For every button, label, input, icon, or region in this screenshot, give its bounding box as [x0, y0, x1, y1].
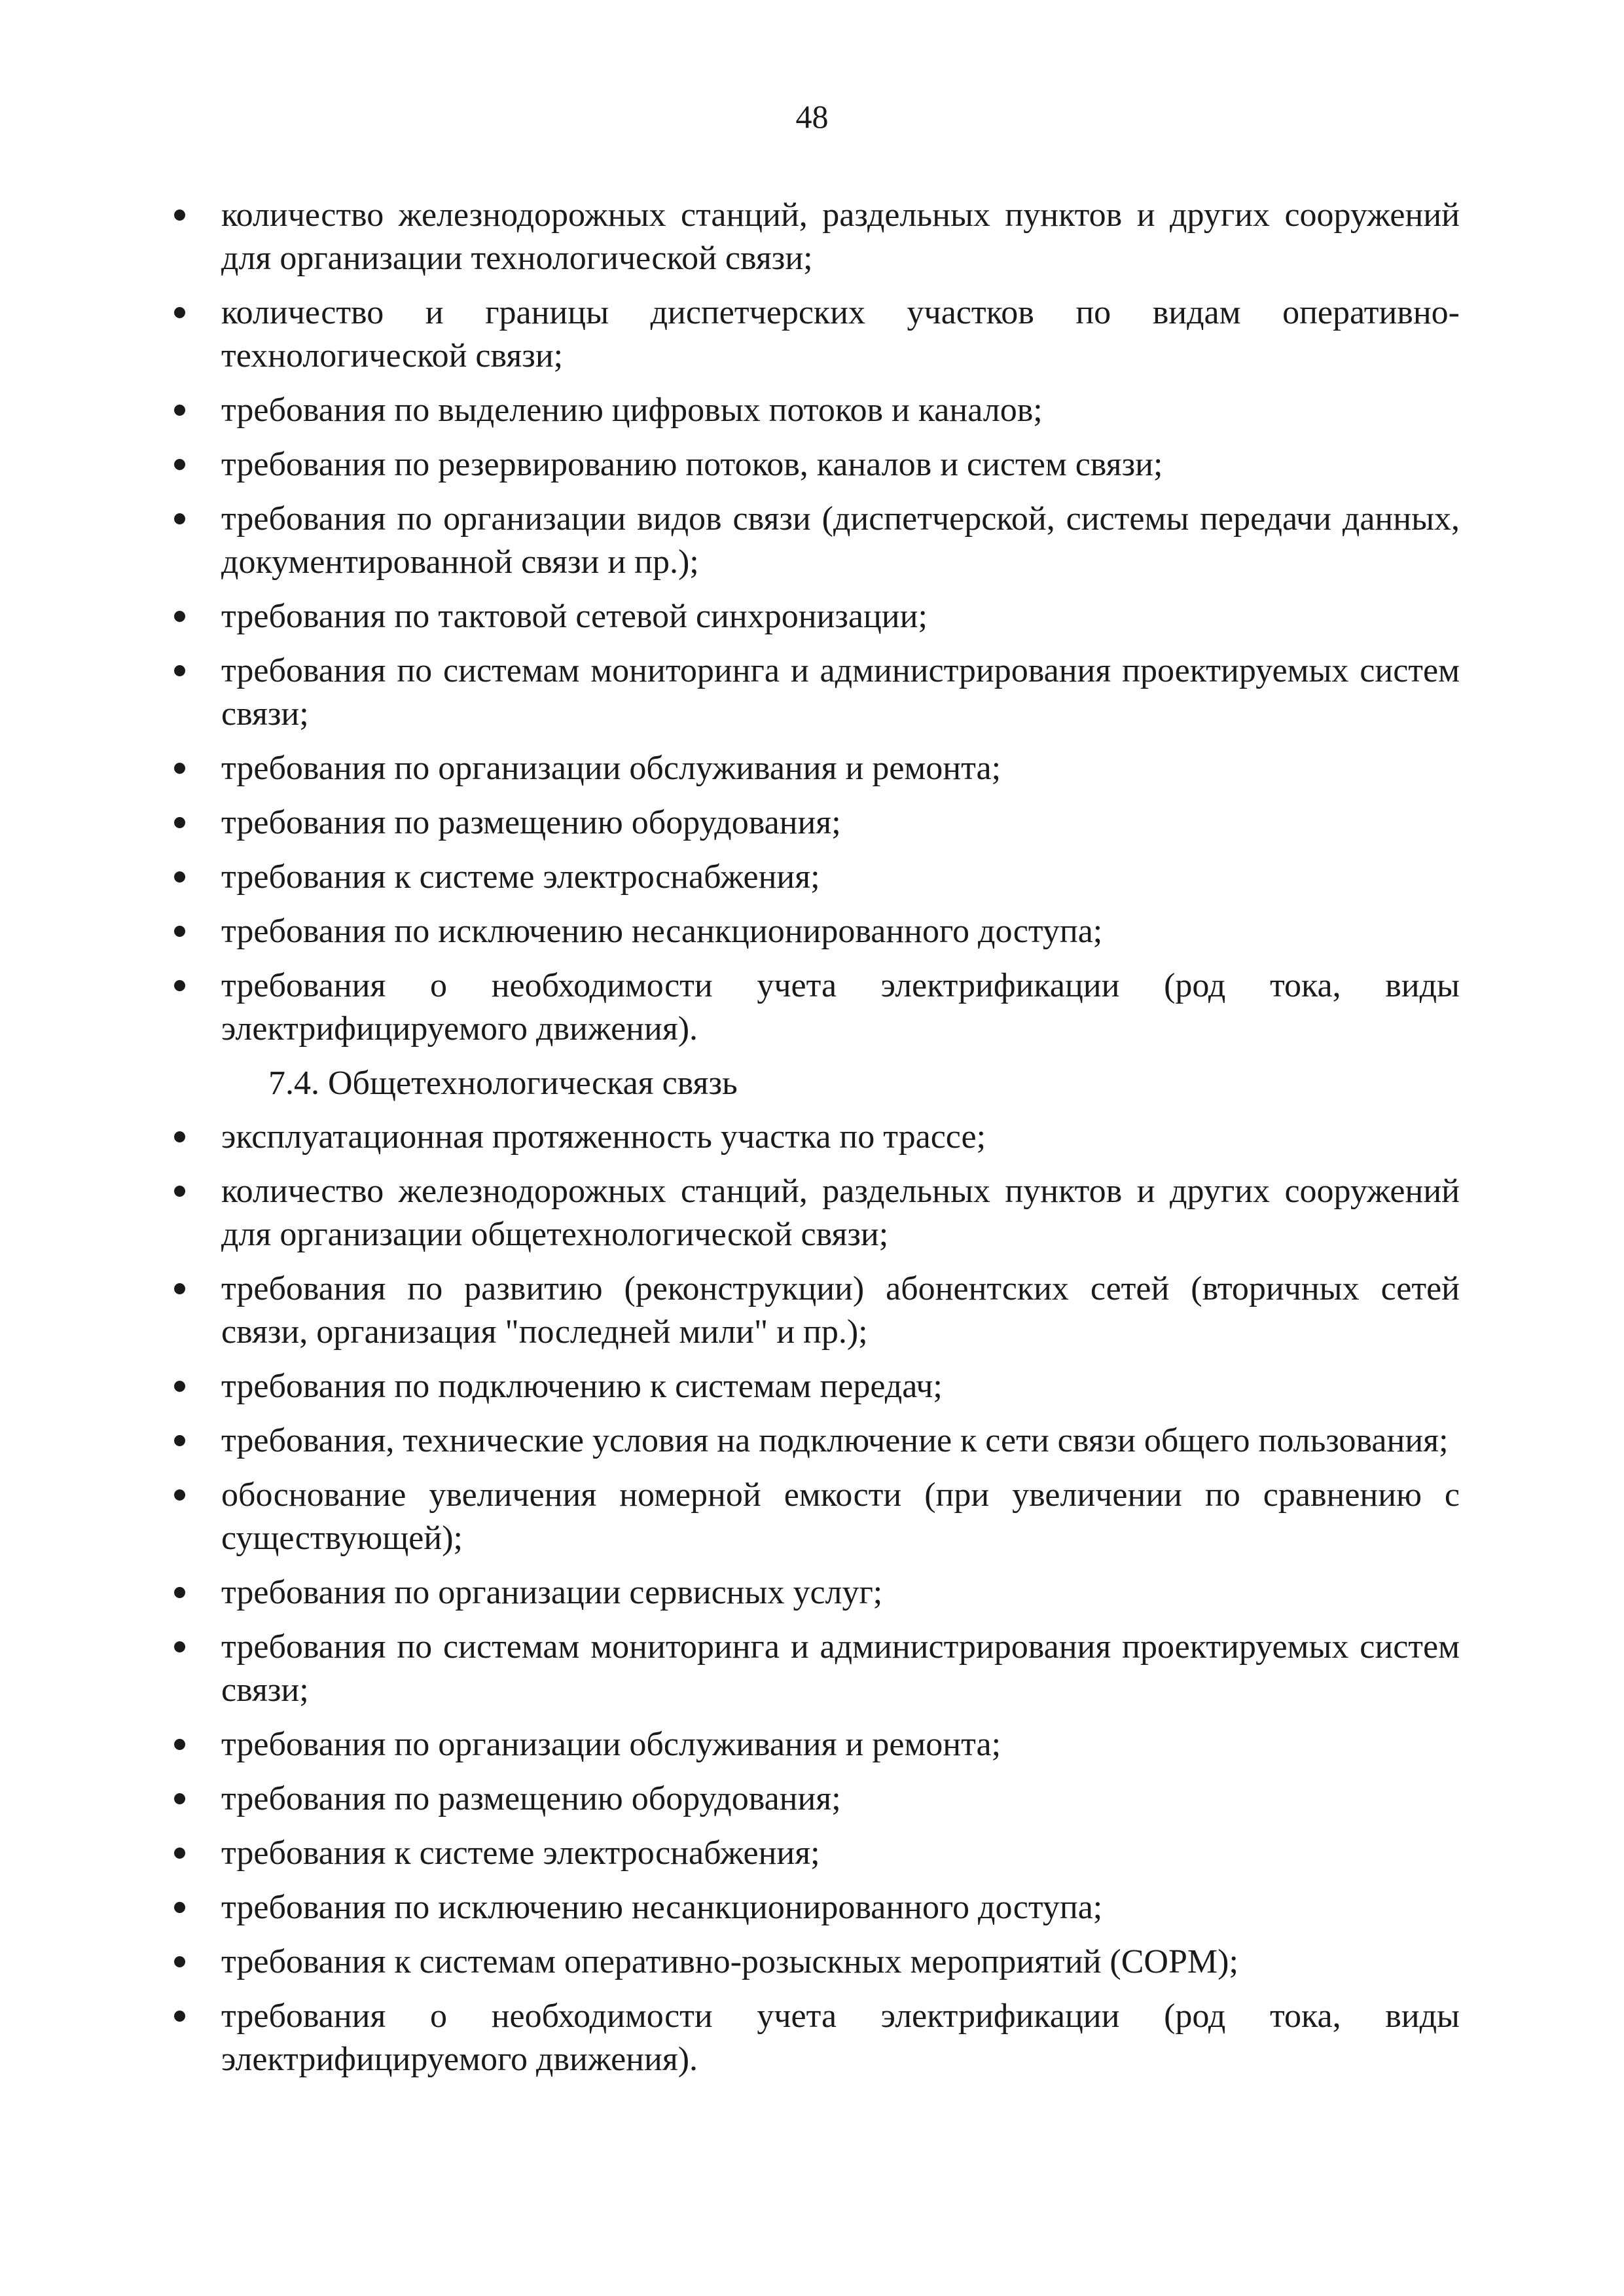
list-item — [164, 1626, 1460, 1712]
bullet-icon — [174, 871, 185, 883]
list-item — [164, 910, 1460, 953]
list-item — [164, 1777, 1460, 1821]
bullet-icon — [174, 459, 185, 470]
bullet-icon — [174, 405, 185, 416]
bullet-icon — [174, 1956, 185, 1967]
list-item — [164, 389, 1460, 432]
bullet-icon — [174, 1739, 185, 1750]
list-item-text: требования по размещению оборудования; — [221, 804, 841, 841]
bullet-icon — [174, 1435, 185, 1446]
page-number: 48 — [795, 98, 829, 135]
list-item — [164, 1116, 1460, 1159]
list-item — [164, 595, 1460, 638]
list-item-text: требования по системам мониторинга и администрирования проектируемых систем связи; — [221, 1628, 1460, 1709]
document-body — [164, 194, 1460, 2092]
bullet-icon — [174, 513, 185, 524]
bullet-icon — [174, 1902, 185, 1913]
list-item-text: требования, технические условия на подключение к сети связи общего пользования; — [221, 1422, 1449, 1459]
bullet-icon — [174, 1489, 185, 1501]
bullet-icon — [174, 1381, 185, 1392]
list-item-text: требования к системам оперативно-розыскных мероприятий (СОРМ); — [221, 1943, 1238, 1980]
list-item-text: требования к системе электроснабжения; — [221, 858, 820, 896]
list-item-text: эксплуатационная протяженность участка по трассе; — [221, 1118, 986, 1156]
list-item — [164, 194, 1460, 280]
list-item-text: требования по резервированию потоков, каналов и систем связи; — [221, 446, 1163, 483]
list-item — [164, 291, 1460, 378]
bullet-icon — [174, 307, 185, 318]
list-item — [164, 1941, 1460, 1984]
bullet-icon — [174, 665, 185, 676]
requirements-list-general — [164, 1116, 1460, 2081]
bullet-icon — [174, 1641, 185, 1652]
bullet-icon — [174, 926, 185, 937]
bullet-icon — [174, 1587, 185, 1598]
bullet-icon — [174, 1848, 185, 1859]
list-item — [164, 1995, 1460, 2081]
list-item-text: требования по размещению оборудования; — [221, 1780, 841, 1817]
bullet-icon — [174, 980, 185, 991]
bullet-icon — [174, 1131, 185, 1142]
list-item — [164, 1832, 1460, 1875]
list-item-text: требования по исключению несанкционированного доступа; — [221, 913, 1103, 950]
list-item-text: требования по выделению цифровых потоков и каналов; — [221, 392, 1043, 429]
list-item-text: количество железнодорожных станций, раздельных пунктов и других сооружений для организации общетехнологической связи; — [221, 1173, 1460, 1253]
list-item-text: требования по тактовой сетевой синхронизации; — [221, 598, 928, 635]
list-item — [164, 443, 1460, 486]
list-item — [164, 1723, 1460, 1766]
list-item-text: требования о необходимости учета электрификации (род тока, виды электрифицируемого движения). — [221, 1997, 1460, 2078]
list-item-text: обоснование увеличения номерной емкости (при увеличении по сравнению с существующей); — [221, 1476, 1460, 1557]
list-item — [164, 498, 1460, 584]
section-heading: 7.4. Общетехнологическая связь — [268, 1065, 738, 1102]
list-item-text: требования по системам мониторинга и администрирования проектируемых систем связи; — [221, 652, 1460, 733]
list-item — [164, 747, 1460, 790]
bullet-icon — [174, 1283, 185, 1294]
list-item-text: требования по организации сервисных услуг; — [221, 1574, 883, 1611]
list-item-text: количество железнодорожных станций, раздельных пунктов и других сооружений для организации технологической связи; — [221, 196, 1460, 277]
list-item — [164, 1365, 1460, 1408]
bullet-icon — [174, 2011, 185, 2022]
list-item — [164, 1571, 1460, 1614]
list-item-text: требования о необходимости учета электрификации (род тока, виды электрифицируемого движения). — [221, 967, 1460, 1048]
list-item-text: требования по развитию (реконструкции) абонентских сетей (вторичных сетей связи, организация "последней мили" и пр.); — [221, 1270, 1460, 1351]
list-item-text: требования по исключению несанкционированного доступа; — [221, 1889, 1103, 1926]
list-item-text: требования по организации обслуживания и ремонта; — [221, 750, 1001, 787]
list-item — [164, 856, 1460, 899]
bullet-icon — [174, 817, 185, 828]
list-item — [164, 649, 1460, 736]
list-item — [164, 801, 1460, 845]
bullet-icon — [174, 763, 185, 774]
list-item — [164, 1886, 1460, 1929]
bullet-icon — [174, 1793, 185, 1804]
requirements-list-technological — [164, 194, 1460, 1051]
list-item — [164, 1419, 1460, 1463]
list-item — [164, 1267, 1460, 1354]
list-item-text: требования по организации обслуживания и ремонта; — [221, 1726, 1001, 1763]
bullet-icon — [174, 611, 185, 622]
list-item — [164, 1170, 1460, 1256]
list-item — [164, 964, 1460, 1051]
bullet-icon — [174, 210, 185, 221]
list-item-text: требования по организации видов связи (диспетчерской, системы передачи данных, документированной связи и пр.); — [221, 500, 1460, 581]
bullet-icon — [174, 1186, 185, 1197]
list-item-text: количество и границы диспетчерских участков по видам оперативно-технологической связи; — [221, 294, 1460, 374]
list-item-text: требования по подключению к системам передач; — [221, 1368, 943, 1405]
list-item-text: требования к системе электроснабжения; — [221, 1834, 820, 1872]
list-item — [164, 1474, 1460, 1560]
